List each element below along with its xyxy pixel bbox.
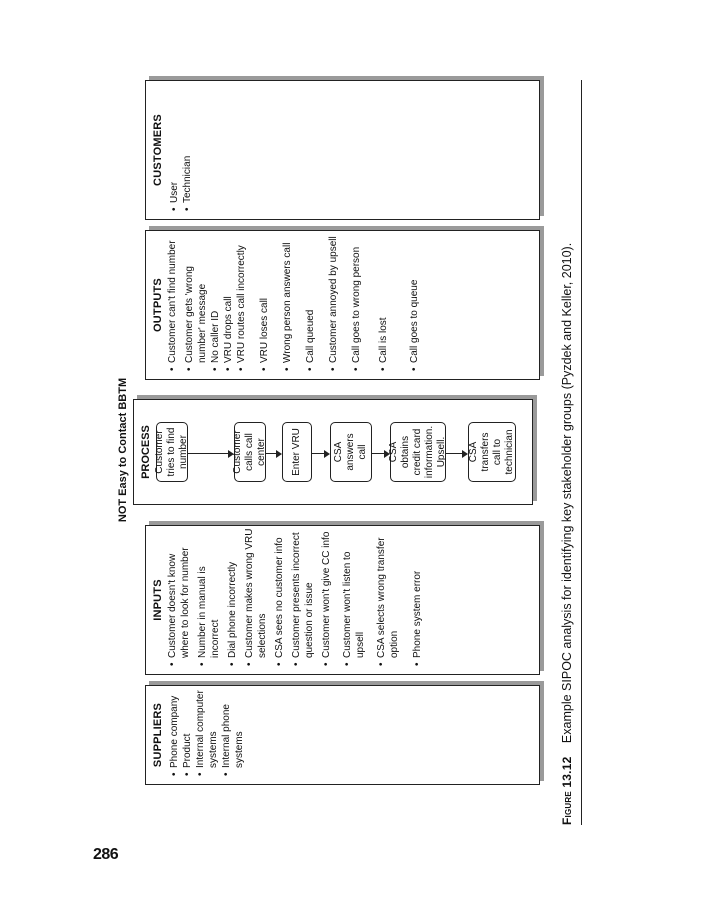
list-item: • Internal phone systems [220, 686, 246, 776]
page-number: 286 [93, 846, 119, 863]
process-step: CSA transfers call to technician [468, 422, 516, 482]
flow-arrow [372, 453, 384, 454]
process-step: Customer tries to find number [156, 422, 188, 482]
figure-caption [560, 243, 574, 825]
list-item: • Call is lost [377, 231, 390, 371]
list-item: • VRU routes call incorrectly [235, 231, 248, 371]
list-item: • VRU loses call [258, 231, 271, 371]
list-item: • CSA selects wrong transfer option [375, 526, 401, 666]
list-item: • Dial phone incorrectly [226, 526, 239, 666]
list-item: • Number in manual is incorrect [196, 526, 222, 666]
caption-rule [581, 80, 582, 825]
outputs-box [145, 230, 540, 380]
process-step: Customer calls call center [234, 422, 266, 482]
inputs-heading: INPUTS [152, 579, 164, 621]
list-item: • Customer doesn't know where to look for number [166, 526, 192, 666]
list-item: • Call goes to wrong person [350, 231, 363, 371]
rotated-figure [105, 75, 585, 825]
list-item: • Call queued [304, 231, 317, 371]
list-item: • Wrong person answers call [281, 231, 294, 371]
list-item: • Customer won't give CC info [320, 526, 333, 666]
list-item: • VRU drops call [222, 231, 235, 371]
list-item: • Phone company [168, 686, 181, 776]
flow-arrow [312, 453, 324, 454]
list-item: • User [168, 81, 181, 211]
list-item: • Customer won't listen to upsell [341, 526, 367, 666]
inputs-box [145, 525, 540, 675]
list-item: • Technician [181, 81, 194, 211]
list-item: • No caller ID [209, 231, 222, 371]
list-item: • Customer can't find number [166, 231, 179, 371]
process-heading: PROCESS [140, 425, 152, 479]
list-item: • Customer annoyed by upsell [327, 231, 340, 371]
list-item: • Customer presents incorrect question or issue [290, 526, 316, 666]
process-box [133, 399, 533, 505]
outputs-list [166, 231, 421, 379]
suppliers-box [145, 685, 540, 785]
list-item: • Customer gets 'wrong number' message [183, 231, 209, 371]
suppliers-heading: SUPPLIERS [152, 702, 164, 768]
list-item: • Call goes to queue [408, 231, 421, 371]
list-item: • CSA sees no customer info [273, 526, 286, 666]
inputs-list [166, 526, 424, 674]
caption-text: Example SIPOC analysis for identifying key stakeholder groups (Pyzdek and Keller, 2010). [560, 242, 574, 744]
process-step: CSA answers call [330, 422, 372, 482]
outputs-heading: OUTPUTS [152, 278, 164, 332]
suppliers-list [168, 686, 246, 784]
flow-arrow [266, 453, 276, 454]
list-item: • Internal computer systems [194, 686, 220, 776]
process-step: CSA obtains credit card information. Upsell. [390, 422, 446, 482]
figure-label: Figure 13.12 [560, 756, 574, 825]
flow-arrow [188, 453, 228, 454]
customers-box [145, 80, 540, 220]
figure-title: NOT Easy to Contact BBTM [117, 377, 129, 523]
list-item: • Customer makes wrong VRU selections [243, 526, 269, 666]
customers-heading: CUSTOMERS [152, 114, 164, 186]
process-step: Enter VRU [282, 422, 312, 482]
flow-arrow [446, 453, 462, 454]
list-item: • Product [181, 686, 194, 776]
customers-list [168, 81, 194, 219]
list-item: • Phone system error [411, 526, 424, 666]
